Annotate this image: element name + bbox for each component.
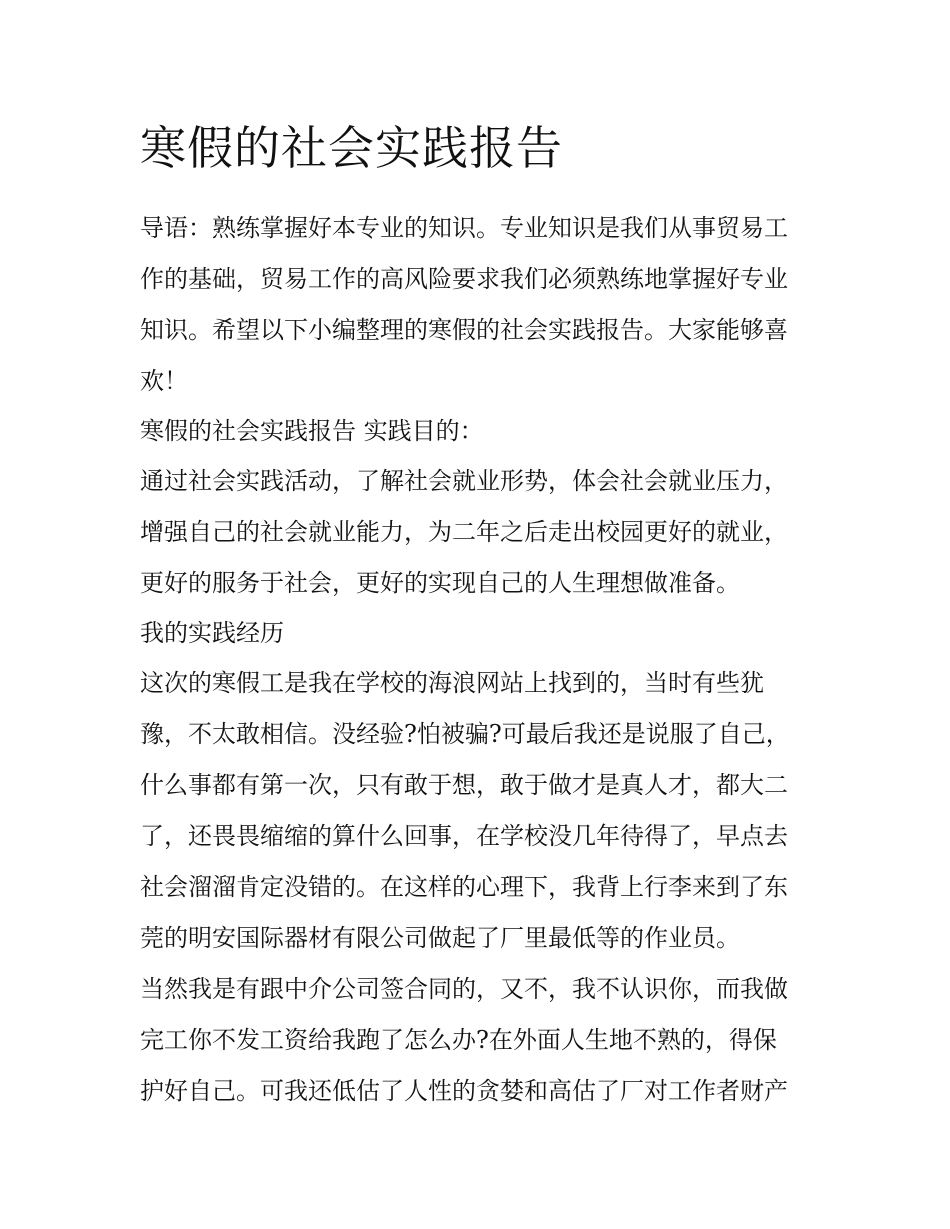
text-line: 当然我是有跟中介公司签合同的，又不，我不认识你，而我做 [140, 975, 788, 1003]
text-line: 知识。希望以下小编整理的寒假的社会实践报告。大家能够喜 [140, 316, 788, 344]
document-body [140, 203, 820, 1117]
text-line: 什么事都有第一次，只有敢于想，敢于做才是真人才，都大二 [140, 771, 788, 799]
text-line: 作的基础，贸易工作的高风险要求我们必须熟练地掌握好专业 [140, 265, 788, 293]
section-heading: 我的实践经历 [140, 619, 284, 647]
document-title: 寒假的社会实践报告 [140, 121, 563, 175]
text-line: 社会溜溜肯定没错的。在这样的心理下，我背上行李来到了东 [140, 873, 788, 901]
text-line: 莞的明安国际器材有限公司做起了厂里最低等的作业员。 [140, 924, 740, 952]
text-line: 导语：熟练掌握好本专业的知识。专业知识是我们从事贸易工 [140, 214, 788, 242]
text-line: 更好的服务于社会，更好的实现自己的人生理想做准备。 [140, 569, 740, 597]
text-line: 完工你不发工资给我跑了怎么办?在外面人生地不熟的，得保 [140, 1026, 777, 1054]
text-line: 这次的寒假工是我在学校的海浪网站上找到的，当时有些犹 [140, 669, 764, 697]
text-line: 豫，不太敢相信。没经验?怕被骗?可最后我还是说服了自己， [140, 720, 790, 748]
document-page [140, 118, 820, 1117]
text-line: 了，还畏畏缩缩的算什么回事，在学校没几年待得了，早点去 [140, 822, 788, 850]
text-line: 增强自己的社会就业能力，为二年之后走出校园更好的就业， [140, 518, 788, 546]
text-line: 护好自己。可我还低估了人性的贪婪和高估了厂对工作者财产 [140, 1077, 788, 1105]
text-line: 通过社会实践活动，了解社会就业形势，体会社会就业压力， [140, 467, 788, 495]
text-line: 欢！ [140, 367, 188, 395]
section-heading: 寒假的社会实践报告 实践目的： [140, 417, 484, 445]
